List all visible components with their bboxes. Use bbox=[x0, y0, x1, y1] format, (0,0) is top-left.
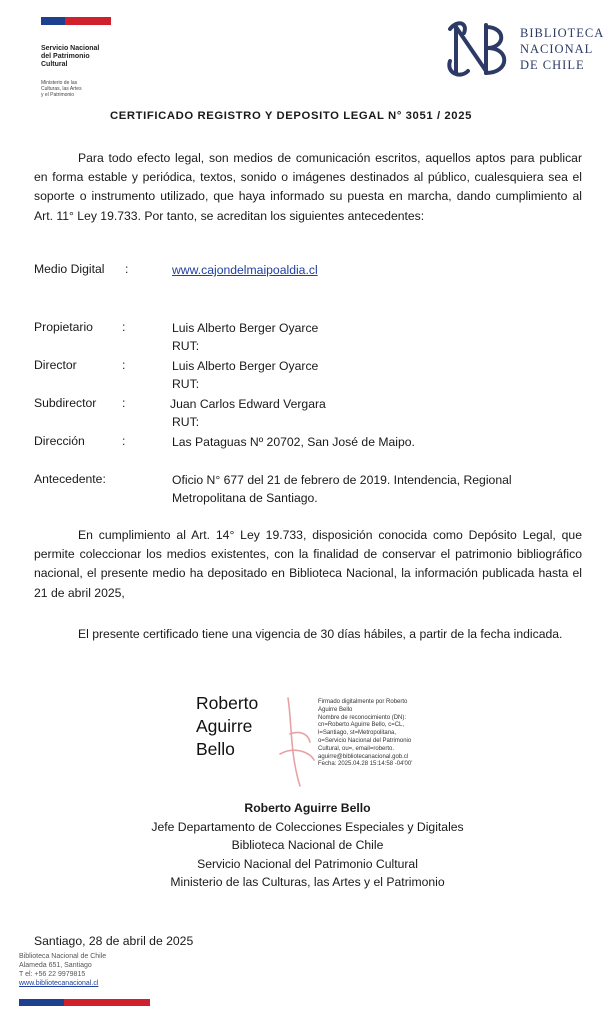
bn-line: DE CHILE bbox=[520, 58, 585, 72]
min-line: Ministerio de las bbox=[41, 80, 78, 86]
director-value bbox=[172, 357, 318, 393]
digital-signature-info bbox=[318, 699, 468, 769]
sig-info-line: Firmado digitalmente por Roberto bbox=[318, 699, 408, 705]
director-label: Director bbox=[34, 358, 77, 372]
vigencia-text: El presente certificado tiene una vigencia de 30 días hábiles, a partir de la fecha indicada. bbox=[78, 627, 563, 641]
footer-address: Alameda 651, Santiago bbox=[19, 962, 92, 969]
propietario-name: Luis Alberto Berger Oyarce bbox=[172, 321, 319, 335]
footer-phone: T el: +56 22 9979815 bbox=[19, 971, 86, 978]
footer-flag-bar bbox=[19, 999, 150, 1006]
sn-line: Servicio Nacional bbox=[41, 45, 100, 52]
signer-line: Biblioteca Nacional de Chile bbox=[231, 838, 384, 853]
intro-paragraph bbox=[34, 149, 582, 226]
deposito-paragraph bbox=[34, 526, 582, 603]
footer-org: Biblioteca Nacional de Chile bbox=[19, 953, 107, 960]
signature-name-line: Aguirre bbox=[196, 716, 253, 736]
signature-name-line: Bello bbox=[196, 739, 235, 759]
intro-text: Para todo efecto legal, son medios de comunicación escritos, aquellos aptos para publicar en forma estable y periódica, textos, sonido o imágenes destinados al público, cualesquiera sea el soporte o instrumento utilizado, que haya informado su puesta en marcha, dando cumplimiento al Art. 11° Ley 19.733. Por tanto, se acreditan los siguientes antecedentes: bbox=[34, 151, 582, 223]
medio-label: Medio Digital bbox=[34, 262, 105, 276]
signer-name: Roberto Aguirre Bello bbox=[244, 801, 371, 815]
flag-bar bbox=[41, 17, 111, 25]
footer-flag-red bbox=[64, 999, 150, 1006]
signer-line: Jefe Departamento de Colecciones Especiales y Digitales bbox=[151, 819, 464, 834]
direccion-value: Las Pataguas Nº 20702, San José de Maipo. bbox=[172, 435, 415, 449]
sig-info-line: cn=Roberto Aguirre Bello, c=CL, bbox=[318, 722, 405, 729]
antecedente-line: Oficio N° 677 del 21 de febrero de 2019. Intendencia, Regional bbox=[172, 473, 512, 487]
flag-red-segment bbox=[65, 17, 111, 25]
direccion-colon: : bbox=[122, 434, 126, 448]
director-name: Luis Alberto Berger Oyarce bbox=[172, 359, 319, 373]
subdirector-label: Subdirector bbox=[34, 396, 97, 410]
sig-info-line: Nombre de reconocimiento (DN): bbox=[318, 714, 407, 721]
medio-colon: : bbox=[125, 262, 129, 276]
sig-info-line: o=Servicio Nacional del Patrimonio bbox=[318, 737, 412, 744]
sn-line: Cultural bbox=[41, 61, 68, 68]
antecedente-line: Metropolitana de Santiago. bbox=[172, 491, 318, 505]
deposito-text: En cumplimiento al Art. 14° Ley 19.733, disposición conocida como Depósito Legal, que permite coleccionar los medios existentes, con la finalidad de conservar el patrimonio bibliográfico nacional, el presente medio ha depositado en Biblioteca Nacional, la información publicada hasta el 21 de abril 2025, bbox=[34, 528, 582, 600]
medio-link[interactable]: www.cajondelmaipoaldia.cl bbox=[172, 263, 318, 277]
signer-line: Ministerio de las Culturas, las Artes y el Patrimonio bbox=[170, 875, 445, 890]
footer-flag-blue bbox=[19, 999, 64, 1006]
biblioteca-nacional-logo-text bbox=[520, 25, 604, 73]
antecedente-value bbox=[172, 471, 512, 507]
bn-line: NACIONAL bbox=[520, 42, 594, 56]
bn-line: BIBLIOTECA bbox=[520, 26, 605, 40]
signature-name bbox=[196, 692, 258, 761]
director-rut: RUT: bbox=[172, 377, 200, 391]
flag-blue-segment bbox=[41, 17, 65, 25]
subdirector-colon: : bbox=[122, 396, 126, 410]
footer-web-link[interactable]: www.bibliotecanacional.cl bbox=[19, 980, 99, 987]
ministerio-logo-text bbox=[41, 80, 151, 98]
sig-info-line: Aguirre Bello bbox=[318, 706, 353, 713]
sig-info-line: l=Santiago, st=Metropolitana, bbox=[318, 730, 397, 737]
sig-info-line: aguirre@bibliotecanacional.gob.cl bbox=[318, 753, 409, 760]
propietario-colon: : bbox=[122, 320, 126, 334]
bn-monogram-icon bbox=[446, 17, 514, 81]
propietario-label: Propietario bbox=[34, 320, 93, 334]
subdirector-rut: RUT: bbox=[172, 415, 200, 429]
subdirector-name: Juan Carlos Edward Vergara bbox=[170, 397, 326, 411]
propietario-rut: RUT: bbox=[172, 339, 200, 353]
place-date: Santiago, 28 de abril de 2025 bbox=[34, 934, 194, 948]
signer-line: Servicio Nacional del Patrimonio Cultural bbox=[197, 856, 418, 871]
director-colon: : bbox=[122, 358, 126, 372]
propietario-value bbox=[172, 319, 318, 355]
direccion-label: Dirección bbox=[34, 434, 85, 448]
sig-info-line: Fecha: 2025.04.28 15:14:58 -04'00' bbox=[318, 761, 413, 768]
subdirector-value bbox=[170, 395, 326, 431]
sn-line: del Patrimonio bbox=[41, 53, 90, 60]
servicio-nacional-logo-text bbox=[41, 45, 151, 69]
min-line: Culturas, las Artes bbox=[41, 86, 82, 92]
footer-contact bbox=[19, 952, 106, 988]
signer-block bbox=[0, 799, 615, 892]
antecedente-label: Antecedente: bbox=[34, 472, 106, 486]
sig-info-line: Cultural, ou=, email=roberto. bbox=[318, 745, 395, 752]
vigencia-paragraph bbox=[34, 625, 582, 644]
certificate-title: CERTIFICADO REGISTRO Y DEPOSITO LEGAL N° 3051 / 2025 bbox=[110, 110, 472, 122]
min-line: y el Patrimonio bbox=[41, 92, 75, 98]
signature-name-line: Roberto bbox=[196, 693, 259, 713]
